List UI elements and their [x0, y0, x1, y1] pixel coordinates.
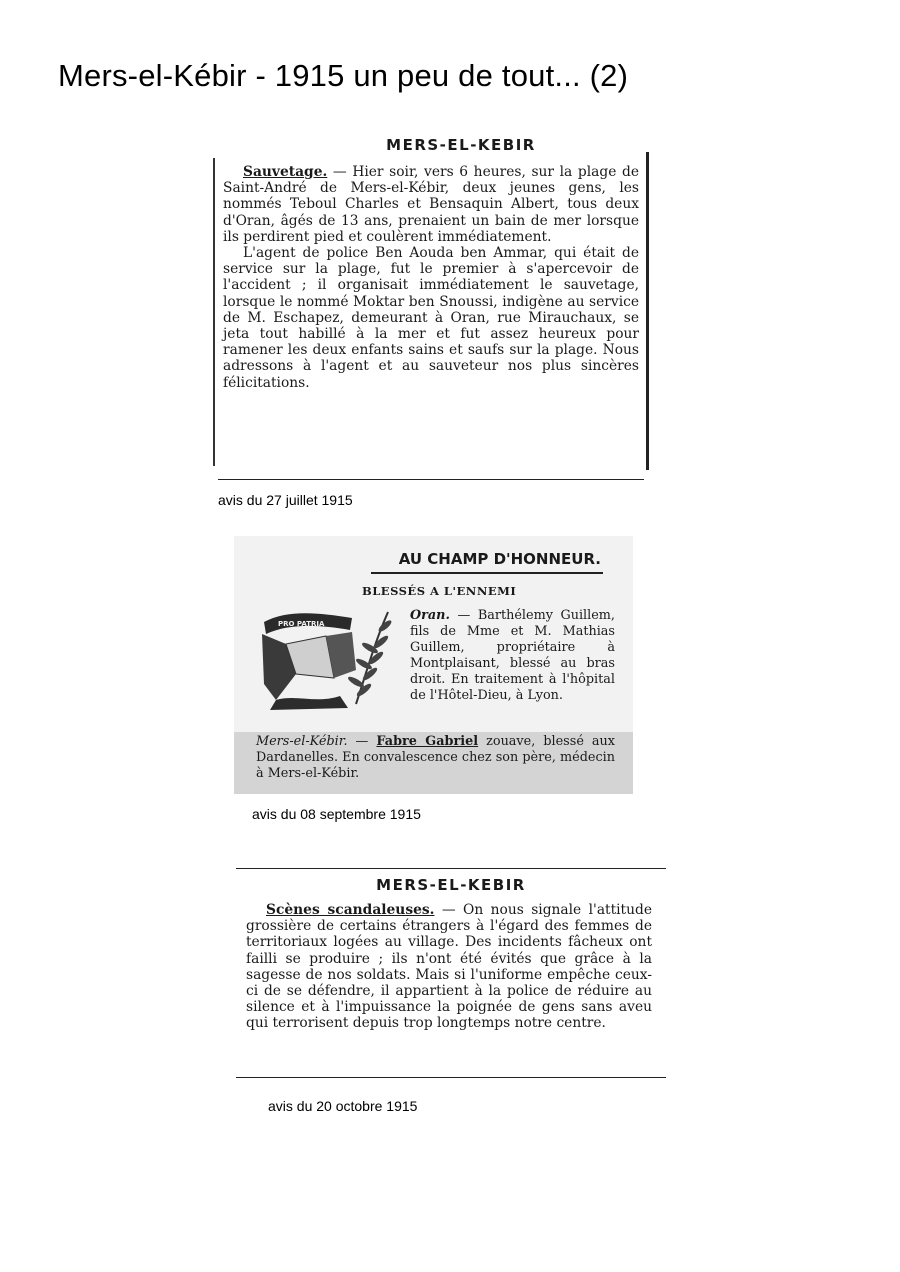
page-title: Mers-el-Kébir - 1915 un peu de tout... (2): [58, 58, 629, 93]
clipping-caption: avis du 27 juillet 1915: [218, 492, 353, 508]
paragraph-lead: Mers-el-Kébir.: [256, 734, 348, 749]
paragraph: [246, 902, 652, 1032]
paragraph: [223, 164, 639, 245]
highlighted-name: Fabre Gabriel: [376, 734, 479, 749]
clipping-body-highlight: [256, 734, 615, 782]
clipping-caption: avis du 20 octobre 1915: [268, 1098, 418, 1114]
clipping-heading: MERS-EL-KEBIR: [386, 136, 536, 154]
paragraph: L'agent de police Ben Aouda ben Ammar, qui était de service sur la plage, fut le premier à s'apercevoir de l'accident ; il organisait immédiatement le sauvetage, lorsque le nommé Moktar ben Snoussi, indigène au service de M. Eschapez, demeurant à Oran, rue Mirauchaux, se jeta tout habillé à la mer et fut assez heureux pour ramener les deux enfants sains et saufs sur la plage. Nous adressons à l'agent et au sauveteur nos plus sincères félicitations.: [223, 245, 639, 391]
clipping-heading: AU CHAMP D'HONNEUR.: [398, 550, 601, 568]
paragraph: [410, 608, 615, 704]
clipping-caption: avis du 08 septembre 1915: [252, 806, 421, 822]
paragraph-lead: Sauvetage.: [243, 164, 328, 180]
clipping-body: [410, 608, 615, 704]
clipping-subheading: BLESSÉS A L'ENNEMI: [362, 584, 517, 598]
column-rule-left: [213, 158, 215, 466]
flag-wreath-emblem-icon: [256, 604, 392, 712]
paragraph-dash: —: [347, 734, 377, 749]
svg-text:PRO PATRIA: PRO PATRIA: [278, 620, 325, 628]
divider: [236, 1077, 666, 1078]
clipping-heading: MERS-EL-KEBIR: [376, 876, 526, 894]
paragraph-lead: Oran.: [410, 608, 450, 623]
paragraph: [256, 734, 615, 782]
paragraph-text: — Hier soir, vers 6 heures, sur la plage de Saint-André de Mers-el-Kébir, deux jeunes gens, les nommés Teboul Charles et Bensaquin Albert, tous deux d'Oran, âgés de 13 ans, prenaient un bain de mer lorsque ils perdirent pied et coulèrent immédiatement.: [223, 164, 639, 245]
clipping-scenes-scandaleuses: [236, 868, 666, 1080]
paragraph-text: zouave, blessé aux Dardanelles. En convalescence chez son père, médecin à Mers-el-Kébir.: [256, 734, 616, 781]
paragraph-text: — On nous signale l'attitude grossière de certains étrangers à l'égard des femmes de territoriaux logées au village. Des incidents fâcheux ont failli se produire ; ils n'ont été évités que grâce à la sagesse de nos soldats. Mais si l'uniforme empêche ceux-ci de se défendre, il appartient à la police de réduire au silence et à l'impuissance la poignée de gens sans aveu qui terrorisent depuis trop longtemps notre centre.: [246, 902, 652, 1032]
clipping-body: [223, 164, 639, 391]
paragraph-lead: Scènes scandaleuses.: [266, 902, 435, 918]
paragraph-text: — Barthélemy Guillem, fils de Mme et M. Mathias Guillem, propriétaire à Montplaisant, blessé au bras droit. En traitement à l'hôpital de l'Hôtel-Dieu, à Lyon.: [410, 608, 615, 703]
clipping-sauvetage: [213, 136, 649, 476]
clipping-champ-honneur: [234, 536, 633, 794]
clipping-body: [246, 902, 652, 1032]
column-rule-right: [646, 152, 649, 470]
divider: [218, 479, 644, 480]
heading-underline: [371, 572, 603, 574]
